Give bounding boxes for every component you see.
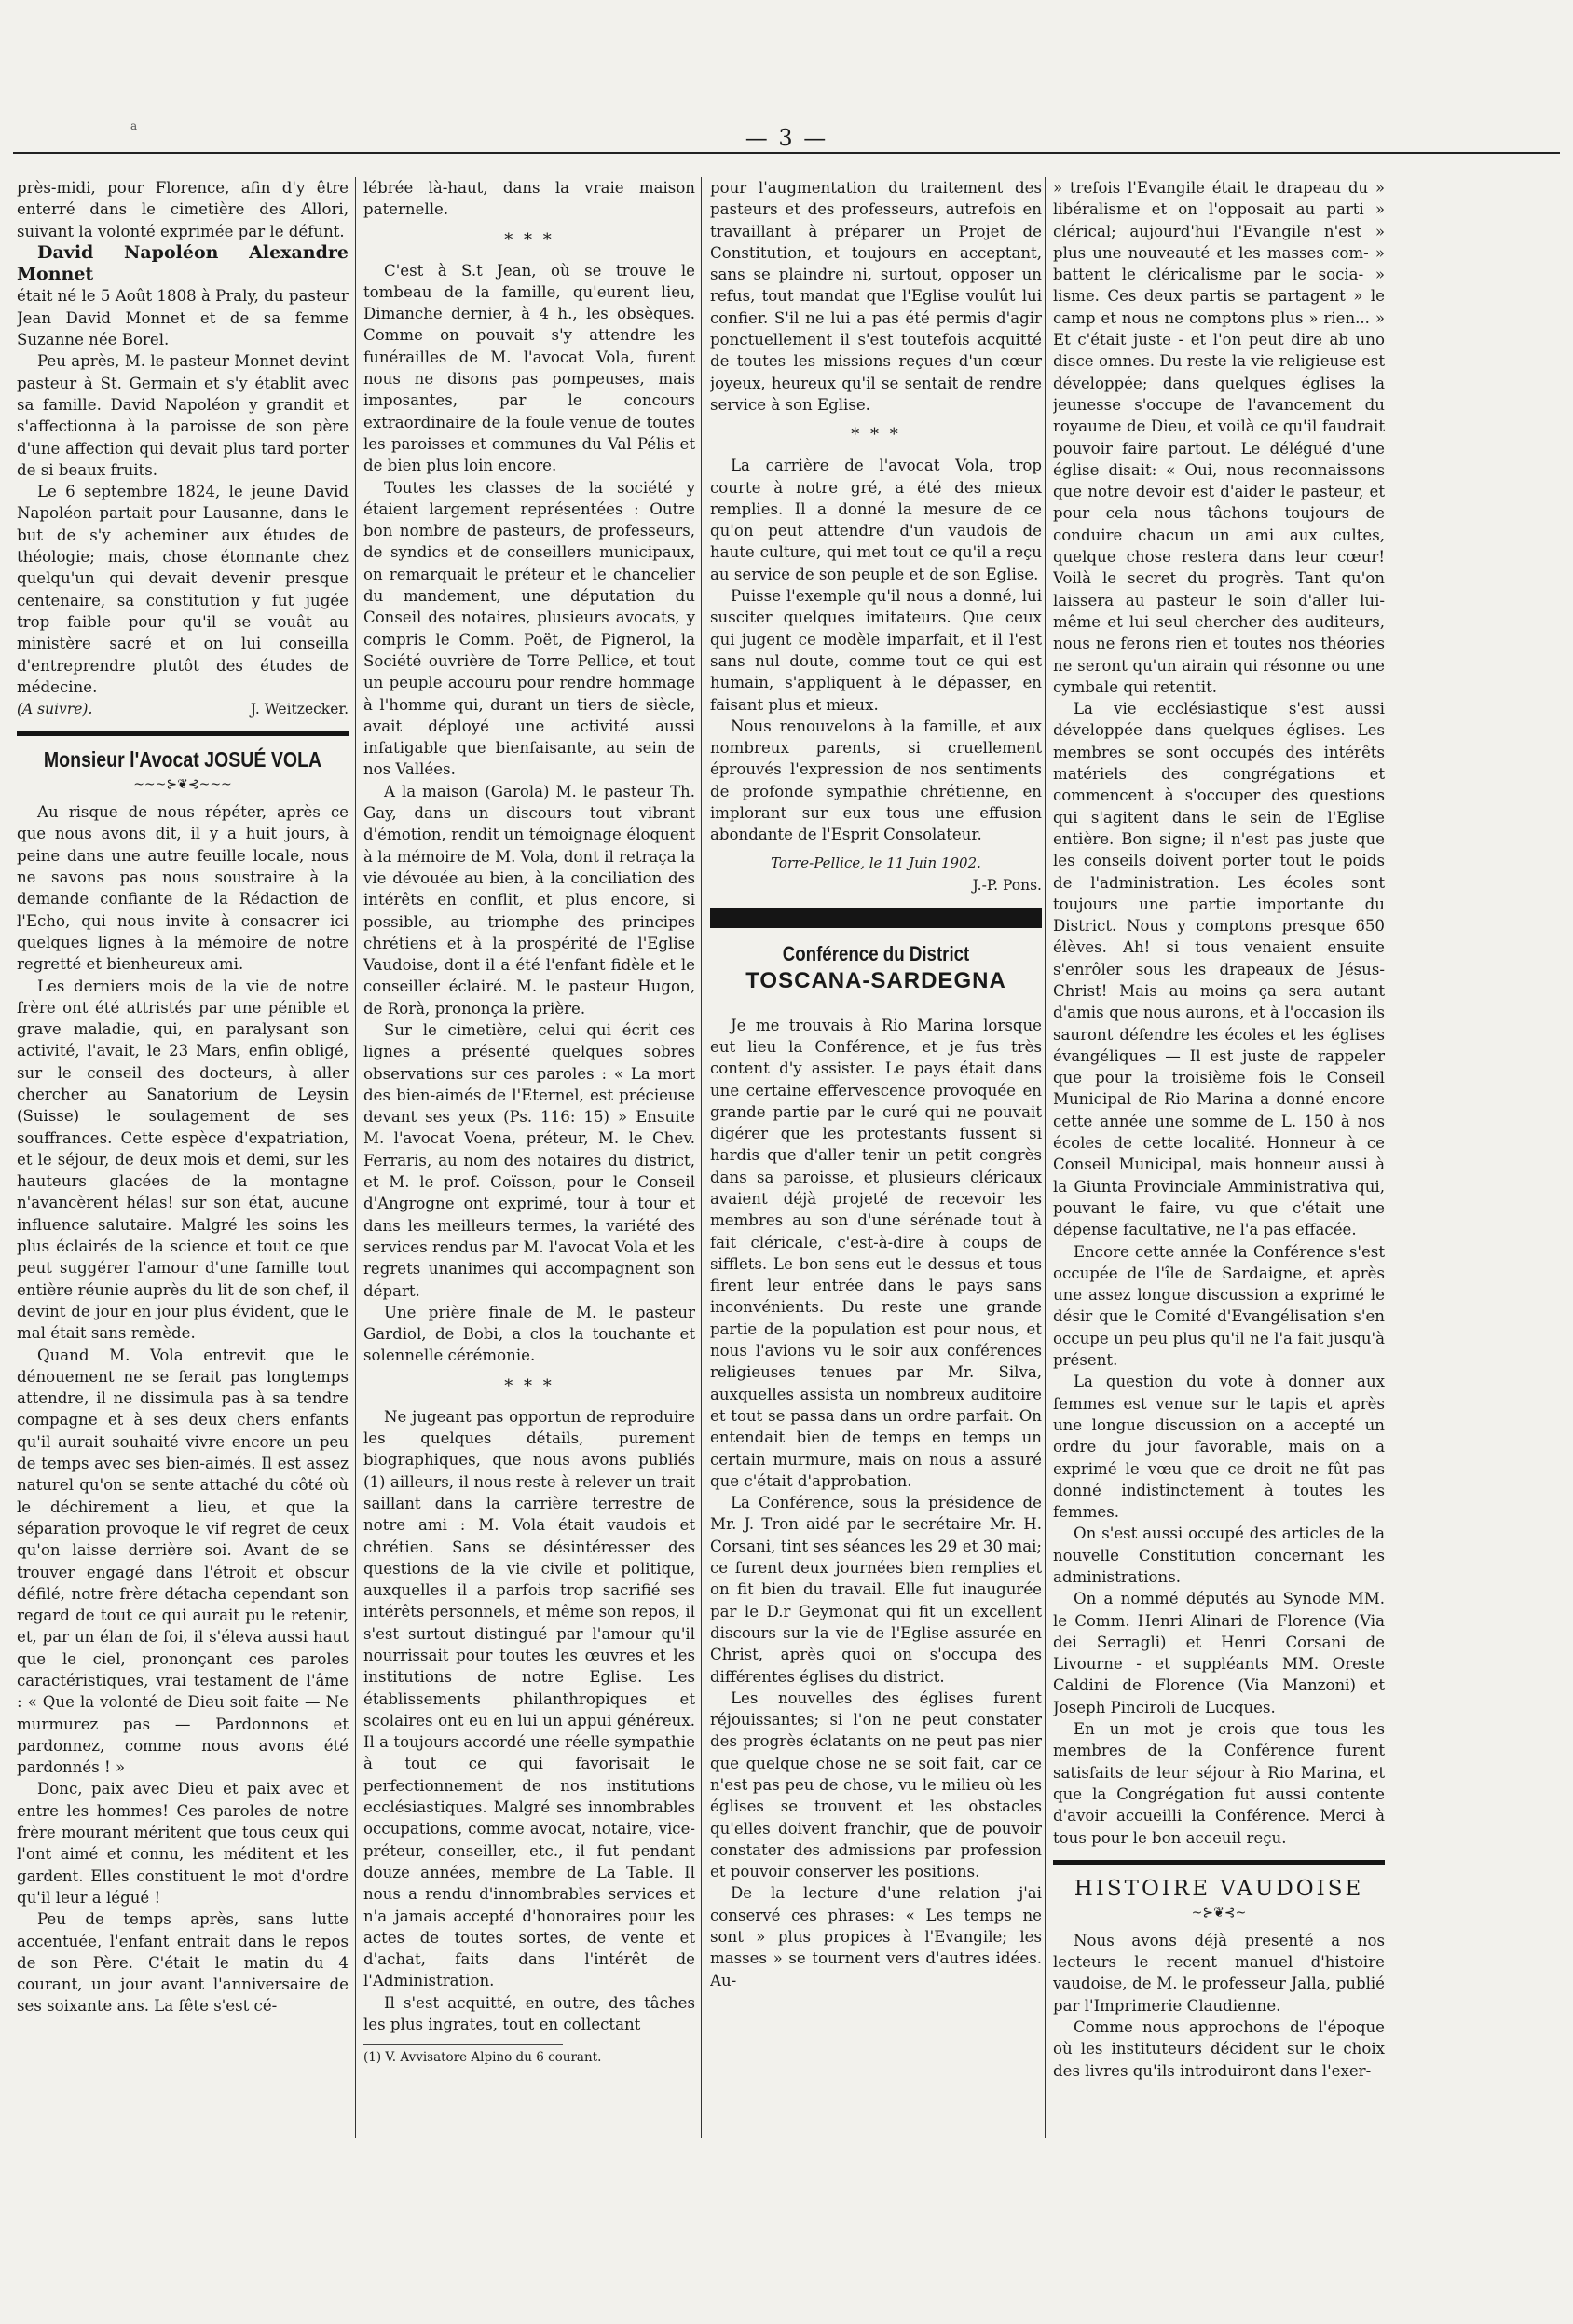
paragraph: La vie ecclésiastique s'est aussi développée dans quelques églises. Les membres se sont occupés des intérêts matériels des congrégations et commencent à s'occuper des questions qui s'agitent dans le sein de l'Eglise entière. Bon signe; il n'est pas juste que les conseils doivent porter tout le poids de l'administration. Les écoles sont toujours une partie importante du District. Nous y comptons presque 650 élèves. Ah! si tous venaient ensuite s'enrôler sous les drapeaux de Jésus-Christ! Mais au moins ça sera autant d'amis que nous aurons, et à l'occasion ils sauront défendre les écoles et les églises évangéliques — Il est juste de rappeler que pour la troisième fois le Conseil Municipal de Rio Marina a donné encore cette année une somme de L. 150 à nos écoles de cette localité. Honneur à ce Conseil Municipal, mais honneur aussi à la Giunta Provinciale Amministrativa qui, pouvant le faire, vu que c'était une dépense facultative, ne l'a pas effacée. [1053, 700, 1385, 1239]
paragraph: Ne jugeant pas opportun de reproduire les quelques détails, purement biographiques, que nous avons publiés (1) ailleurs, il nous reste à relever un trait saillant dans la carrière terrestre de notre ami : M. Vola était vaudois et chrétien. Sans se désintéresser des questions de la vie civile et politique, auxquelles il a parfois trop sacrifié ses intérêts personnels, et même son repos, il s'est surtout distingué par l'amour qu'il nourrissait pour toutes les œuvres et les institutions de notre Eglise. Les établissements philanthropiques et scolaires ont eu en lui un appui généreux. Il a toujours accordé une réelle sympathie à tout ce qui favorisait le perfectionnement de nos institutions ecclésiastiques. Malgré ses innombrables occupations, comme avocat, notaire, vice-préteur, conseiller, etc., il fut pendant douze années, membre de La Table. Il nous a rendu d'innombrables services et n'a jamais accepté d'honoraires pour les actes de toutes sortes, de vente et d'achat, faits dans l'intérêt de l'Administration. [363, 1407, 695, 1990]
paragraph: Nous avons déjà presenté a nos lecteurs le recent manuel d'histoire vaudoise, de M. le professeur Jalla, publié par l'Imprimerie Claudienne. [1053, 1931, 1385, 2015]
paragraph: Les derniers mois de la vie de notre frère ont été attristés par une pénible et grave maladie, qui, en paralysant son activité, l'avait, le 23 Mars, enfin obligé, sur le conseil des docteurs, à aller chercher au Sanatorium de Leysin (Suisse) le soulagement de ses souffrances. Cette espèce d'expatriation, et le séjour, de deux mois et demi, sur les hauteurs glacées de la montagne n'avancèrent hélas! sur son état, aucune influence salutaire. Malgré les soins les plus éclairés de la science et tout ce que peut suggérer l'amour d'une famille tout entière réunie auprès du lit de son chef, il devint de jour en jour plus évident, que le mal était sans remède. [17, 977, 349, 1343]
ornament: ~~~⊱❦⊰~~~ [133, 777, 232, 793]
paragraph: Encore cette année la Conférence s'est occupée de l'île de Sardaigne, et après une assez longue discussion a exprimé le désir que le Comité d'Evangélisation s'en occupe un peu plus qu'il ne l'a fait jusqu'à présent. [1053, 1242, 1385, 1370]
paragraph: Comme nous approchons de l'époque où les instituteurs décident sur le choix des livres qu'ils introduiront dans l'exer- [1053, 2018, 1385, 2080]
paragraph: était né le 5 Août 1808 à Praly, du pasteur Jean David Monnet et de sa femme Suzanne née Borel. [17, 287, 349, 349]
column-3 [710, 177, 1042, 2138]
section-stars: * * * [504, 229, 554, 250]
paragraph: Au risque de nous répéter, après ce que nous avons dit, il y a huit jours, à peine dans une autre feuille locale, nous ne savons pas nous soustraire à la demande confiante de la Rédaction de l'Echo, qui nous invite à consacrer ici quelques lignes à la mémoire de notre regretté et bienheureux ami. [17, 803, 349, 974]
signature-line [17, 698, 349, 720]
paragraph: Puisse l'exemple qu'il nous a donné, lui susciter quelques imitateurs. Que ceux qui jugent ce modèle imparfait, et il l'est sans nul doute, comme tout ce qui est humain, s'appliquent à le dépasser, en faisant plus et mieux. [710, 587, 1042, 714]
paragraph: Nous renouvelons à la famille, et aux nombreux parents, si cruellement éprouvés l'expression de nos sentiments de profonde sympathie chrétienne, en implorant sur eux tous une effusion abondante de l'Esprit Consolateur. [710, 717, 1042, 844]
paragraph: On a nommé députés au Synode MM. le Comm. Henri Alinari de Florence (Via dei Serragli) et Henri Corsani de Livourne - et suppléants MM. Oreste Caldini de Florence (Via Manzoni) et Joseph Pinciroli de Lucques. [1053, 1590, 1385, 1716]
paragraph: En un mot je crois que tous les membres de la Conférence furent satisfaits de leur séjour à Rio Marina, et que la Congrégation fut aussi contente d'avoir accueilli la Conférence. Merci à tous pour le bon acceuil reçu. [1053, 1720, 1385, 1847]
column-divider [1045, 177, 1046, 2138]
paragraph: Je me trouvais à Rio Marina lorsque eut lieu la Conférence, et je fus très content d'y assister. Le pays était dans une certaine effervescence provoquée en grande partie par le curé qui ne pouvait digérer que les protestants fussent si hardis que d'aller tenir un petit congrès dans sa paroisse, et plusieurs cléricaux avaient déjà projeté de recevoir les membres au son d'une sérénade tout à fait cléricale, c'est-à-dire à coups de sifflets. Le bon sens eut le dessus et tous firent leur entrée dans le pays sans inconvénients. Du reste une grande partie de la population est pour nous, et nous l'avions vu le soir aux conférences religieuses tenues par Mr. Silva, auxquelles assista un nombreux auditoire et tout se passa dans un ordre parfait. On entendait bien de temps en temps un certain murmure, mais on nous a assuré que c'était d'approbation. [710, 1016, 1042, 1490]
paragraph: La question du vote à donner aux femmes est venue sur le tapis et après une longue discussion on a accepté un ordre du jour favorable, mais on a exprimé le vœu que ce droit ne fût pas donné indistinctement à toutes les femmes. [1053, 1373, 1385, 1522]
article-subheadline: TOSCANA-SARDEGNA [745, 967, 1006, 993]
article-separator [1053, 1860, 1385, 1865]
article-headline: Monsieur l'Avocat JOSUÉ VOLA [43, 747, 322, 772]
column-2 [363, 177, 695, 2138]
page-number: — 3 — [745, 125, 828, 151]
paragraph: Sur le cimetière, celui qui écrit ces lignes a présenté quelques sobres observations sur ces paroles : « La mort des bien-aimés de l'Eternel, est précieuse devant ses yeux (Ps. 116: 15) » Ensuite M. l'avocat Voena, préteur, M. le Chev. Ferraris, au nom des notaires du district, et M. le prof. Coïsson, pour le Conseil d'Angrogne ont exprimé, tour à tour et dans les meilleurs termes, la variété des services rendus par M. l'avocat Vola et les regrets unanimes qui accompagnent son départ. [363, 1020, 695, 1300]
footnote [363, 2044, 602, 2066]
article-headline: Conférence du District [782, 941, 970, 965]
paragraph: A la maison (Garola) M. le pasteur Th. Gay, dans un discours tout vibrant d'émotion, rendit un témoignage éloquent à la mémoire de M. Vola, dont il retraça la vie dévouée au bien, à la conciliation des intérêts en conflit, et plus encore, si possible, au triomphe des principes chrétiens et à la prospérité de l'Eglise Vaudoise, dont il a été l'enfant fidèle et le conseiller éclairé. M. le pasteur Hugon, de Rorà, prononça la prière. [363, 782, 695, 1018]
paragraph: Toutes les classes de la société y étaient largement représentées : Outre bon nombre de pasteurs, de professeurs, de syndics et de conseillers municipaux, on remarquait le préteur et le chancelier du mandement, une députation du Conseil des notaires, plusieurs avocats, y compris le Comm. Poët, de Pignerol, la Société ouvrière de Torre Pellice, et tout un peuple accouru pour rendre hommage à l'homme qui, durant un tiers de siècle, avait déployé une activité aussi infatigable que bienfaisante, au sein de nos Vallées. [363, 478, 695, 779]
paragraph: lébrée là-haut, dans la vraie maison paternelle. [363, 179, 695, 219]
column-4 [1053, 177, 1385, 2138]
paragraph: Une prière finale de M. le pasteur Gardiol, de Bobi, a clos la touchante et solennelle cérémonie. [363, 1303, 695, 1365]
paragraph: Le 6 septembre 1824, le jeune David Napoléon partait pour Lausanne, dans le but de s'y acheminer aux études de théologie; mais, chose étonnante chez quelqu'un qui devait devenir presque centenaire, sa constitution y fut jugée trop faible pour qu'il se vouât au ministère sacré et on lui conseilla d'entreprendre plutôt des études de médecine. [17, 483, 349, 696]
paragraph: près-midi, pour Florence, afin d'y être enterré dans le cimetière des Allori, suivant la volonté exprimée par le défunt. [17, 179, 349, 240]
footnote-text: (1) V. Avvisatore Alpino du 6 courant. [363, 2050, 602, 2066]
paragraph: De la lecture d'une relation j'ai conservé ces phrases: « Les temps ne sont » plus propices à l'Evangile; les masses » se tournent vers d'autres idées. Au- [710, 1884, 1042, 1989]
paragraph: » trefois l'Evangile était le drapeau du » libéralisme et on l'opposait au parti » clérical; aujourd'hui l'Evangile n'est » plus une nouveauté et les masses com- » battent le cléricalisme par le socia- » lisme. Ces deux partis se partagent » le camp et nous ne comptons plus » rien... » Et c'était juste - et l'on peut dire ab uno disce omnes. Du reste la vie religieuse est développée; dans quelques églises la jeunesse s'occupe de l'avancement du royaume de Dieu, et voilà ce qu'il faudrait pouvoir faire partout. Le délégué d'une église disait: « Oui, nous reconnaissons que notre devoir est d'aider le pasteur, et pour cela nous tâchons toujours de conduire chacun un ami aux cultes, quelque chose restera dans leur cœur! Voilà le secret du progrès. Tant qu'on laissera au pasteur le soin d'aller lui-même et lui seul chercher des auditeurs, nous ne ferons rien et toutes nos théories ne seront qu'un airain qui résonne ou une cymbale qui retentit. [1053, 179, 1385, 696]
article-separator [17, 731, 349, 736]
signature: J.-P. Pons. [972, 876, 1042, 894]
paragraph: Peu de temps après, sans lutte accentuée, l'enfant entrait dans le repos de son Père. C'était le matin du 4 courant, un jour avant l'anniversaire de ses soixante ans. La fête s'est cé- [17, 1910, 349, 2016]
paragraph: Quand M. Vola entrevit que le dénouement ne se ferait pas longtemps attendre, il ne dissimula pas à sa tendre compagne et à ses deux chers enfants qu'il aurait souhaité vivre encore un peu de temps avec ses bien-aimés. Il est assez naturel qu'on se sente attaché du côté où le déchirement a lieu, et que la séparation provoque le vif regret de ceux qu'on laisse derrière soi. Avant de se trouver engagé dans l'étroit et obscur défilé, notre frère détacha cependant son regard de tout ce qui aurait pu le retenir, et, par un élan de foi, il s'éleva aussi haut que le ciel, prononçant ces paroles caractéristiques, vrai testament de l'âme : « Que la volonté de Dieu soit faite — Ne murmurez pas — Pardonnons et pardonnez, comme nous avons été pardonnés ! » [17, 1346, 349, 1777]
column-1 [17, 177, 349, 2138]
paragraph: C'est à S.t Jean, où se trouve le tombeau de la famille, qu'eurent lieu, Dimanche dernier, à 4 h., les obsèques. Comme on pouvait s'y attendre les funérailles de M. l'avocat Vola, furent nous ne disons pas pompeuses, mais imposantes, par le concours extraordinaire de la foule venue de toutes les paroisses et communes du Val Pélis et de bien plus loin encore. [363, 261, 695, 475]
paragraph: Donc, paix avec Dieu et paix avec et entre les hommes! Ces paroles de notre frère mourant méritent que tous ceux qui l'ont aimé et connu, les méditent et les gardent. Elles constituent le mot d'ordre qu'il leur a légué ! [17, 1780, 349, 1907]
dateline: Torre-Pellice, le 11 Juin 1902. [771, 854, 981, 871]
to-be-continued: (A suivre). [17, 701, 93, 718]
paragraph: La Conférence, sous la présidence de Mr. J. Tron aidé par le secrétaire Mr. H. Corsani, tint ses séances les 29 et 30 mai; ce furent deux journées bien remplies et on fit bien du travail. Elle fut inaugurée par le D.r Geymonat qui fit un excellent discours sur la vie de l'Eglise assurée en Christ, après quoi on s'occupa des différentes églises du district. [710, 1494, 1042, 1686]
column-divider [701, 177, 702, 2138]
paragraph: La carrière de l'avocat Vola, trop courte à notre gré, a été des mieux remplies. Il a donné la mesure de ce qu'on peut attendre d'un vaudois de haute culture, qui met tout ce qu'il a reçu au service de son peuple et de son Eglise. [710, 457, 1042, 583]
article-separator [710, 908, 1042, 928]
section-stars: * * * [504, 1375, 554, 1396]
article-headline: HISTOIRE VAUDOISE [1074, 1876, 1364, 1901]
biography-name: David Napoléon Alexandre Monnet [17, 241, 349, 285]
header-rule [13, 152, 1560, 154]
folio-mark: a [130, 119, 138, 132]
ornament: ~⊱❦⊰~ [1191, 1905, 1247, 1921]
signature: J. Weitzecker. [250, 701, 349, 718]
column-divider [355, 177, 356, 2138]
section-stars: * * * [851, 425, 901, 445]
paragraph: Peu après, M. le pasteur Monnet devint pasteur à St. Germain et s'y établit avec sa famille. David Napoléon y grandit et s'affectionna à la paroisse de son père d'une affection qui devait plus tard porter de si beaux fruits. [17, 352, 349, 479]
paragraph: On s'est aussi occupé des articles de la nouvelle Constitution concernant les administrations. [1053, 1524, 1385, 1586]
paragraph: Les nouvelles des églises furent réjouissantes; si l'on ne peut constater des progrès éclatants on ne peut pas nier que quelque chose ne se soit fait, car ce n'est pas peu de chose, vu le milieu où les églises se trouvent et les obstacles qu'elles doivent franchir, que de pouvoir constater des admissions par profession et pouvoir conserver les positions. [710, 1688, 1042, 1881]
paragraph: Il s'est acquitté, en outre, des tâches les plus ingrates, tout en collectant [363, 1993, 695, 2034]
paragraph: pour l'augmentation du traitement des pasteurs et des professeurs, autrefois en travaillant à préparer un Projet de Constitution, et toujours en acceptant, sans se plaindre ni, surtout, opposer un refus, tout mandat que l'Eglise voulût lui confier. S'il ne lui a pas été permis d'agir ponctuellement il s'est toutefois acquitté de toutes les missions reçues d'un cœur joyeux, heureux qu'il se sentait de rendre service à son Eglise. [710, 179, 1042, 414]
